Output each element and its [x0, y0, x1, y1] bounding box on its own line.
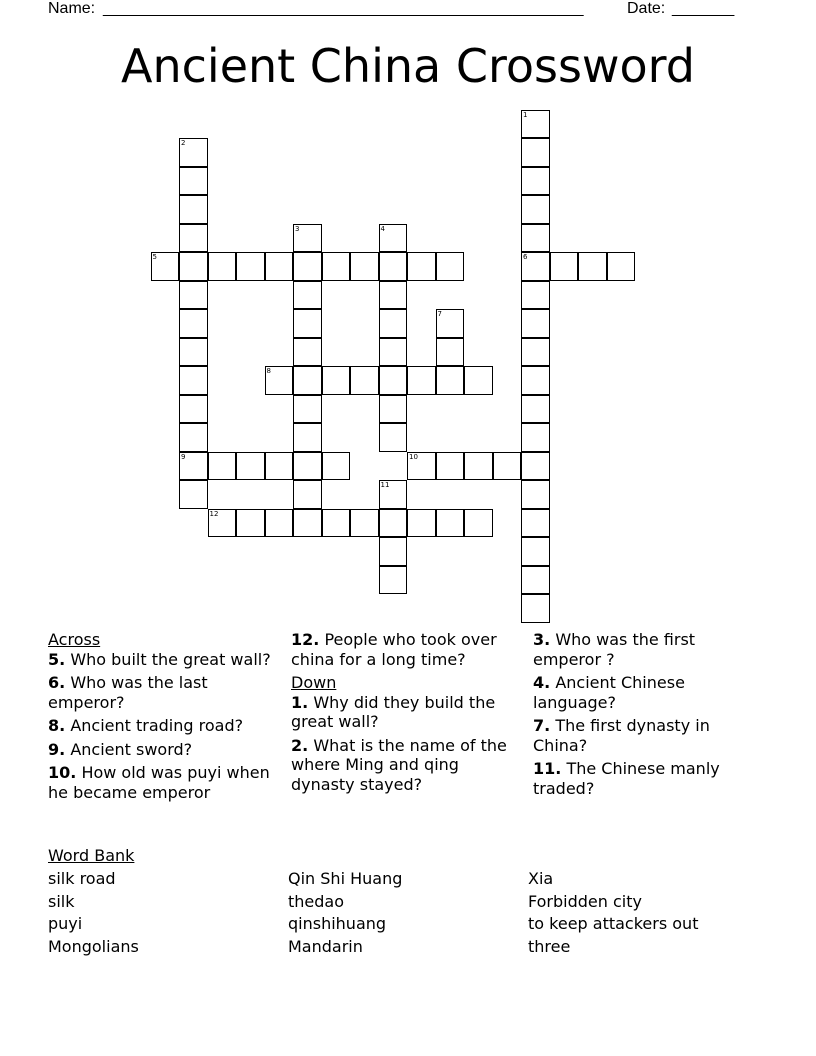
clues-column-2	[291, 630, 523, 798]
word-bank-item: to keep attackers out	[528, 914, 699, 934]
word-bank-item: three	[528, 937, 571, 957]
crossword-cell[interactable]	[521, 509, 550, 538]
crossword-cell[interactable]	[208, 452, 237, 481]
crossword-cell[interactable]	[379, 281, 408, 310]
crossword-cell[interactable]	[293, 395, 322, 424]
clue-text: How old was puyi when he became emperor	[48, 763, 270, 802]
clue-text: Who was the last emperor?	[48, 673, 208, 712]
word-bank-item: thedao	[288, 891, 345, 911]
crossword-cell[interactable]	[521, 566, 550, 595]
crossword-cell[interactable]	[521, 281, 550, 310]
crossword-cell[interactable]	[293, 281, 322, 310]
clue-down-11	[533, 759, 765, 798]
clue-text: The Chinese manly traded?	[533, 759, 720, 798]
date-field[interactable]: _______	[672, 0, 735, 17]
crossword-cell[interactable]	[578, 252, 607, 281]
cell-number: 9	[181, 452, 186, 461]
clue-number: 12.	[291, 630, 320, 649]
crossword-cell[interactable]	[350, 252, 379, 281]
crossword-cell[interactable]	[521, 537, 550, 566]
crossword-cell[interactable]	[208, 509, 237, 538]
name-label: Name:	[48, 0, 96, 17]
clue-number: 9.	[48, 739, 66, 759]
cell-number: 11	[380, 481, 390, 489]
crossword-cell[interactable]	[179, 224, 208, 253]
crossword-cell[interactable]	[436, 309, 465, 338]
clue-number: 5.	[48, 649, 66, 669]
clue-text: Ancient sword?	[70, 739, 193, 759]
crossword-cell[interactable]	[293, 423, 322, 452]
word-bank-column-3	[528, 868, 698, 959]
word-bank-item: silk road	[48, 869, 116, 888]
crossword-cell[interactable]	[521, 366, 550, 395]
word-bank-item: Mandarin	[288, 937, 363, 957]
word-bank-item: Xia	[528, 869, 554, 888]
down-heading: Down	[291, 673, 337, 692]
crossword-cell[interactable]	[379, 224, 408, 253]
crossword-cell[interactable]	[521, 195, 550, 224]
crossword-cell[interactable]	[521, 309, 550, 338]
clue-down-7	[533, 716, 765, 755]
crossword-cell[interactable]	[521, 110, 550, 139]
crossword-cell[interactable]	[350, 366, 379, 395]
word-bank-item: puyi	[48, 914, 83, 934]
crossword-cell[interactable]	[521, 395, 550, 424]
clue-number: 6.	[48, 673, 66, 692]
clue-across-9	[48, 740, 280, 760]
crossword-cell[interactable]	[179, 395, 208, 424]
crossword-cell[interactable]	[407, 366, 436, 395]
clue-number: 11.	[533, 759, 562, 778]
crossword-cell[interactable]	[379, 423, 408, 452]
crossword-cell[interactable]	[265, 452, 294, 481]
crossword-cell[interactable]	[179, 281, 208, 310]
clue-text: Ancient Chinese language?	[533, 673, 685, 712]
crossword-cell[interactable]	[179, 138, 208, 167]
crossword-cell[interactable]	[293, 509, 322, 538]
clue-number: 1.	[291, 692, 309, 712]
clues-column-1	[48, 630, 280, 806]
crossword-cell[interactable]	[379, 366, 408, 395]
crossword-cell[interactable]	[179, 252, 208, 281]
clue-across-8	[48, 716, 280, 736]
cell-number: 12	[209, 509, 219, 518]
crossword-cell[interactable]	[436, 452, 465, 481]
crossword-cell[interactable]	[521, 452, 550, 481]
crossword-cell[interactable]	[179, 309, 208, 338]
crossword-cell[interactable]	[407, 509, 436, 538]
clue-text: Ancient trading road?	[70, 716, 244, 735]
word-bank-item: Forbidden city	[528, 891, 642, 911]
crossword-cell[interactable]	[379, 309, 408, 338]
crossword-cell[interactable]	[521, 594, 550, 623]
cell-number: 8	[266, 367, 271, 375]
crossword-cell[interactable]	[322, 252, 351, 281]
page-title: Ancient China Crossword	[121, 39, 695, 93]
crossword-cell[interactable]	[464, 509, 493, 538]
crossword-cell[interactable]	[179, 423, 208, 452]
word-bank-item: silk	[48, 891, 75, 911]
crossword-cell[interactable]	[322, 366, 351, 395]
clue-number: 10.	[48, 763, 77, 782]
crossword-cell[interactable]	[236, 452, 265, 481]
crossword-cell[interactable]	[436, 252, 465, 281]
crossword-cell[interactable]	[293, 338, 322, 367]
clue-text: Who built the great wall?	[70, 649, 271, 669]
clue-text: People who took over china for a long time?	[291, 630, 497, 669]
clue-across-10	[48, 763, 280, 802]
clue-across-5	[48, 650, 280, 670]
clue-number: 3.	[533, 630, 551, 649]
crossword-cell[interactable]	[179, 366, 208, 395]
crossword-cell[interactable]	[293, 480, 322, 509]
clue-text: Why did they build the great wall?	[291, 692, 496, 731]
word-bank-heading: Word Bank	[48, 846, 135, 865]
crossword-cell[interactable]	[379, 566, 408, 595]
clue-number: 7.	[533, 716, 551, 735]
cell-number: 5	[152, 253, 157, 261]
crossword-cell[interactable]	[151, 252, 180, 281]
word-bank-column-2	[288, 868, 402, 959]
clue-down-4	[533, 673, 765, 712]
crossword-cell[interactable]	[322, 509, 351, 538]
cell-number: 2	[181, 139, 186, 147]
crossword-cell[interactable]	[379, 480, 408, 509]
clue-text: The first dynasty in China?	[533, 716, 710, 755]
crossword-cell[interactable]	[379, 537, 408, 566]
crossword-cell[interactable]	[236, 252, 265, 281]
cell-number: 3	[295, 224, 300, 233]
clue-down-1	[291, 693, 523, 732]
crossword-cell[interactable]	[407, 452, 436, 481]
crossword-cell[interactable]	[464, 452, 493, 481]
crossword-cell[interactable]	[436, 366, 465, 395]
crossword-cell[interactable]	[379, 395, 408, 424]
crossword-cell[interactable]	[265, 252, 294, 281]
cell-number: 7	[437, 310, 442, 318]
crossword-cell[interactable]	[293, 224, 322, 253]
clue-text: Who was the first emperor ?	[533, 630, 696, 669]
crossword-cell[interactable]	[521, 252, 550, 281]
across-heading: Across	[48, 630, 101, 649]
clue-down-2	[291, 736, 523, 795]
crossword-cell[interactable]	[179, 480, 208, 509]
crossword-cell[interactable]	[607, 252, 636, 281]
crossword-cell[interactable]	[493, 452, 522, 481]
crossword-cell[interactable]	[521, 167, 550, 196]
clue-number: 2.	[291, 735, 309, 755]
clue-across-6	[48, 673, 280, 712]
crossword-cell[interactable]	[208, 252, 237, 281]
word-bank-item: Qin Shi Huang	[288, 869, 403, 888]
crossword-cell[interactable]	[179, 195, 208, 224]
crossword-cell[interactable]	[521, 480, 550, 509]
crossword-cell[interactable]	[293, 366, 322, 395]
name-field[interactable]: ______________________________________________________	[103, 0, 584, 17]
clue-down-3	[533, 630, 765, 669]
clue-text: What is the name of the where Ming and qing dynasty stayed?	[291, 735, 507, 794]
word-bank-item: Mongolians	[48, 937, 139, 957]
crossword-cell[interactable]	[521, 423, 550, 452]
crossword-cell[interactable]	[293, 452, 322, 481]
crossword-cell[interactable]	[179, 452, 208, 481]
crossword-cell[interactable]	[379, 509, 408, 538]
crossword-cell[interactable]	[350, 509, 379, 538]
crossword-cell[interactable]	[521, 224, 550, 253]
crossword-cell[interactable]	[179, 338, 208, 367]
clue-across-12	[291, 630, 523, 669]
crossword-cell[interactable]	[407, 252, 436, 281]
word-bank-column-1	[48, 868, 139, 959]
crossword-cell[interactable]	[179, 167, 208, 196]
clue-number: 4.	[533, 673, 551, 692]
crossword-cell[interactable]	[464, 366, 493, 395]
crossword-cell[interactable]	[550, 252, 579, 281]
crossword-cell[interactable]	[436, 338, 465, 367]
date-label: Date:	[627, 0, 666, 17]
cell-number: 4	[380, 224, 385, 233]
clue-number: 8.	[48, 716, 66, 735]
crossword-cell[interactable]	[265, 366, 294, 395]
crossword-cell[interactable]	[236, 509, 265, 538]
cell-number: 10	[409, 452, 418, 461]
clues-column-3	[533, 630, 765, 802]
crossword-cell[interactable]	[293, 309, 322, 338]
crossword-cell[interactable]	[521, 138, 550, 167]
crossword-cell[interactable]	[293, 252, 322, 281]
cell-number: 1	[523, 110, 528, 119]
crossword-cell[interactable]	[379, 338, 408, 367]
crossword-cell[interactable]	[521, 338, 550, 367]
crossword-cell[interactable]	[436, 509, 465, 538]
word-bank-item: qinshihuang	[288, 914, 387, 934]
cell-number: 6	[523, 253, 528, 261]
crossword-cell[interactable]	[265, 509, 294, 538]
crossword-cell[interactable]	[322, 452, 351, 481]
crossword-cell[interactable]	[379, 252, 408, 281]
